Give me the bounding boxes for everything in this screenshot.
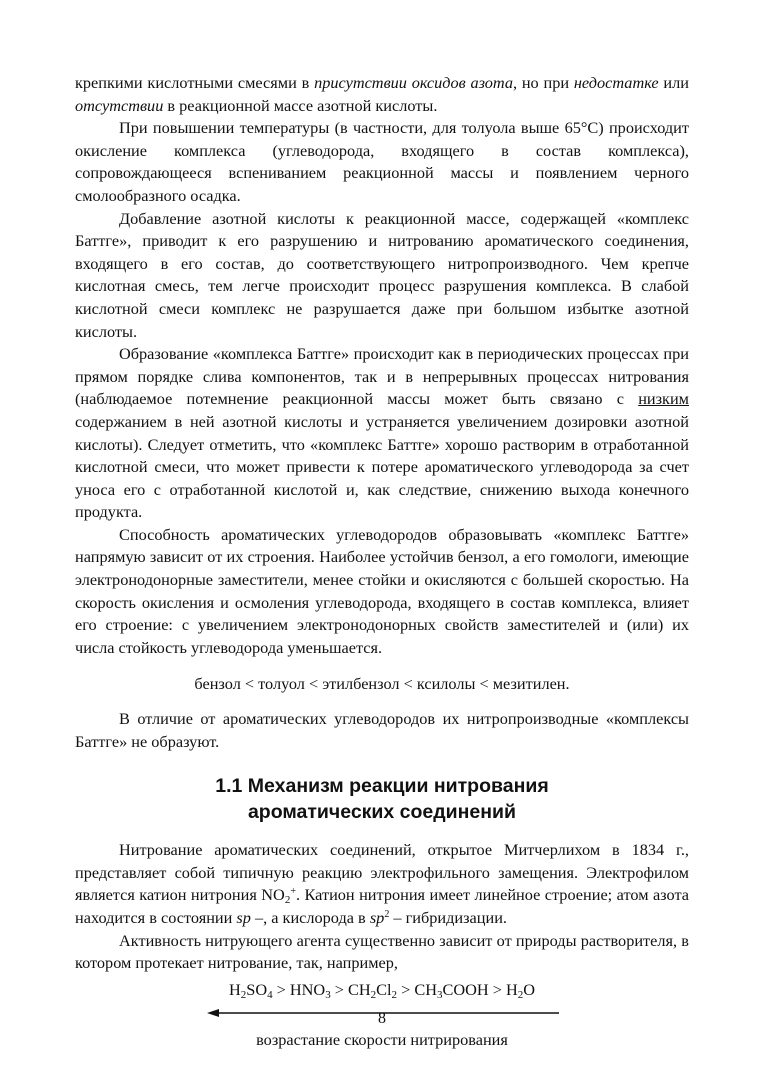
italic-run: sp: [236, 908, 251, 927]
formula-sub: 2: [391, 988, 398, 1001]
stability-series: бензол < толуол < этилбензол < ксилолы < мезитилен.: [194, 674, 570, 694]
formula-text: > CH: [397, 979, 437, 999]
paragraph-1: [75, 72, 689, 117]
text-run: Нитрование ароматических соединений, открытое Митчерлихом в 1834 г., представляет собой типичную реакцию электрофильного замещения. Электрофилом является катион нитрония NO: [75, 840, 689, 905]
paragraph-6: В отличие от ароматических углеводородов их нитропроизводные «комплексы Баттге» не образуют.: [75, 709, 689, 751]
formula-text: COOH > H: [442, 979, 518, 999]
text-run: в реакционной массе азотной кислоты.: [163, 95, 438, 115]
formula-sub: 2: [517, 988, 524, 1001]
text-run: . Катион нитрония имеет линейное строение; атом азота находится в состоянии: [75, 885, 689, 927]
formula-sub: 3: [437, 988, 443, 1001]
subscript: 2: [284, 894, 291, 907]
formula-sub: 2: [240, 988, 247, 1001]
paragraph-5: Способность ароматических углеводородов образовывать «комплекс Баттге» напрямую зависит от их строения. Наиболее устойчив бензол, а его гомологи, имеющие электронодонорные заместители, менее стойки и окисляются с большей скоростью. На скорость окисления и осмоления углеводорода, входящего в состав комплекса, влияет его строение: с увеличением электронодонорных свойств заместителей и (или) их числа стойкость углеводорода уменьшается.: [75, 524, 689, 657]
formula-text: > CH: [330, 979, 371, 999]
paragraph-3: Добавление азотной кислоты к реакционной массе, содержащей «комплекс Баттге», приводит к его разрушению и нитрованию ароматического соединения, входящего в его состав, до соответствующего нитропроизводного. Чем крепче кислотная смесь, тем легче происходит процесс разрушения комплекса. В слабой кислотной смеси комплекс не разрушается даже при большом избытке азотной кислоты.: [75, 208, 689, 341]
underlined-run: низким: [638, 389, 689, 409]
heading-line-1: 1.1 Механизм реакции нитрования: [215, 775, 549, 798]
superscript: 2: [384, 909, 390, 920]
paragraph-7: [75, 839, 689, 929]
formula-text: > HNO: [272, 979, 326, 999]
superscript: +: [290, 886, 296, 898]
text-run: , но при: [512, 73, 574, 92]
paragraph-8: Активность нитрующего агента существенно зависит от природы растворителя, в котором протекает нитрование, так, например,: [75, 930, 689, 973]
italic-run: отсутствии: [75, 95, 164, 115]
text-run: – гибридизации.: [389, 908, 507, 927]
text-run: крепкими кислотными смесями в: [75, 73, 315, 92]
paragraph-4: [75, 343, 689, 524]
formula-text: H: [229, 979, 241, 999]
text-body: [75, 72, 689, 1052]
text-run: –, а кислорода в: [250, 908, 370, 927]
text-run: или: [658, 73, 689, 92]
paragraph-2: При повышении температуры (в частности, для толуола выше 65°С) происходит окисление комплекса (углеводорода, входящего в состав комплекса), сопровождающееся вспениванием реакционной массы и появлением черного смолообразного осадка.: [75, 118, 689, 205]
heading-line-2: ароматических соединений: [247, 801, 517, 824]
text-run: содержанием в ней азотной кислоты и устраняется увеличением дозировки азотной кислоты). Следует отметить, что «комплекс Баттге» хорошо растворим в отработанной кислотной смеси, что может привести к потере ароматического углеводорода за счет уноса его с отработанной кислотой и, как следствие, снижению выхода конечного продукта.: [75, 411, 689, 522]
formula-sub: 3: [325, 988, 331, 1001]
italic-run: sp: [369, 908, 385, 927]
text-run: Образование «комплекса Баттге» происходит как в периодических процессах при прямом порядке слива компонентов, так и в непрерывных процессах нитрования (наблюдаемое потемнение реакционной массы может быть связано с: [75, 344, 689, 409]
solvent-formula: [75, 979, 689, 1002]
italic-run: присутствии оксидов азота: [314, 73, 513, 92]
arrow-caption: возрастание скорости нитрирования: [256, 1030, 508, 1050]
formula-text: O: [523, 979, 535, 999]
formula-text: Cl: [376, 979, 392, 999]
section-heading: [75, 773, 689, 825]
formula-sub: 2: [370, 988, 377, 1001]
formula-text: SO: [246, 979, 268, 999]
page-number: 8: [378, 1010, 386, 1027]
italic-run: недостатке: [573, 73, 659, 92]
formula-sub: 4: [267, 988, 273, 1001]
